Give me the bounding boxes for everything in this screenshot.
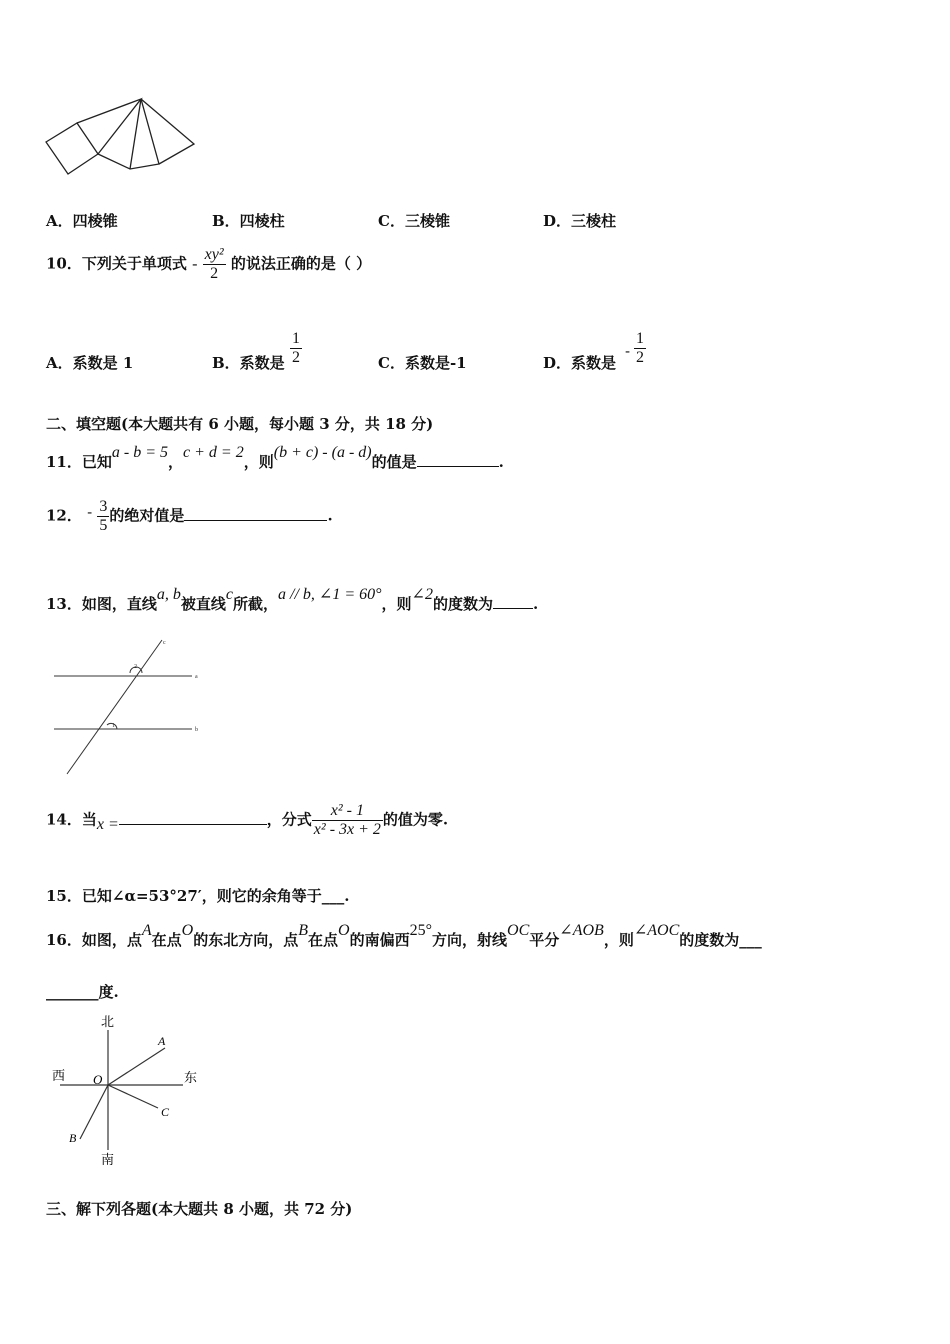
option-b: B．四棱柱 <box>212 212 285 230</box>
monomial-fraction: $\frac{\text{xy²}}{2}$ <box>204 246 224 282</box>
q10-option-b-label: B．系数是 <box>212 354 285 372</box>
question-14: 14．当x = ，分式 $\frac{\text{x² - 1}}{\text{x² - 3x + 2}}$ 的值为零. <box>46 802 449 838</box>
point-a-label: A <box>158 1034 166 1048</box>
option-c: C．三棱锥 <box>378 212 450 230</box>
line-c-label: c <box>163 640 166 646</box>
question-10: 10．下列关于单项式 - $\frac{\text{xy²}}{2}$ 的说法正确的是（ ） <box>46 246 372 282</box>
question-15: 15．已知∠α=53°27′，则它的余角等于___. <box>46 887 350 905</box>
point-b-label: B <box>69 1131 77 1145</box>
line-b-label: b <box>195 727 198 733</box>
question-16: 16．如图，点A在点O的东北方向，点B在点O的南偏西25°方向，射线OC平分∠AOB，则∠AOC的度数为___ <box>46 922 762 949</box>
point-c-label: C <box>161 1105 170 1119</box>
east-label: 东 <box>184 1070 198 1085</box>
option-a: A．四棱锥 <box>46 212 118 230</box>
q10-option-d-label: D．系数是 <box>543 354 617 372</box>
answer-blank-11[interactable] <box>417 452 499 467</box>
answer-blank-13[interactable] <box>493 594 533 609</box>
south-label: 南 <box>101 1152 115 1167</box>
section-3-heading: 三、解下列各题(本大题共 8 小题，共 72 分) <box>46 1200 353 1218</box>
north-label: 北 <box>101 1014 115 1029</box>
q10-option-d-fraction: $\frac{1}{2}$ <box>636 330 644 366</box>
answer-blank-14[interactable] <box>119 810 267 825</box>
section-2-heading: 二、填空题(本大题共有 6 小题，每小题 3 分，共 18 分) <box>46 415 434 433</box>
west-label: 西 <box>52 1068 66 1083</box>
question-11: 11．已知a - b = 5，c + d = 2，则(b + c) - (a - d)的值是 . <box>46 444 504 471</box>
parallel-lines-figure <box>50 635 210 780</box>
q10-option-a: A．系数是 1 <box>46 354 134 372</box>
pyramid-net-figure <box>40 92 205 182</box>
question-12: 12． - $\frac{3}{5}$ 的绝对值是 . <box>46 498 333 534</box>
point-o-label: O <box>93 1072 103 1087</box>
answer-blank-12[interactable] <box>184 506 327 521</box>
line-a-label: a <box>195 674 198 680</box>
q14-fraction: $\frac{\text{x² - 1}}{\text{x² - 3x + 2}}$ <box>313 802 381 838</box>
question-13: 13．如图，直线a, b被直线c所截，a // b, ∠1 = 60°，则∠2的度数为 . <box>46 586 539 613</box>
angle-2-label: 2 <box>134 664 137 670</box>
q10-option-c: C．系数是-1 <box>378 354 467 372</box>
angle-1-label: 1 <box>112 723 115 729</box>
option-d: D．三棱柱 <box>543 212 617 230</box>
q12-fraction: $\frac{3}{5}$ <box>99 498 108 534</box>
question-16-continuation: _______度. <box>46 983 119 1001</box>
compass-figure <box>48 1010 213 1170</box>
q10-option-b-fraction: $\frac{1}{2}$ <box>292 330 300 366</box>
